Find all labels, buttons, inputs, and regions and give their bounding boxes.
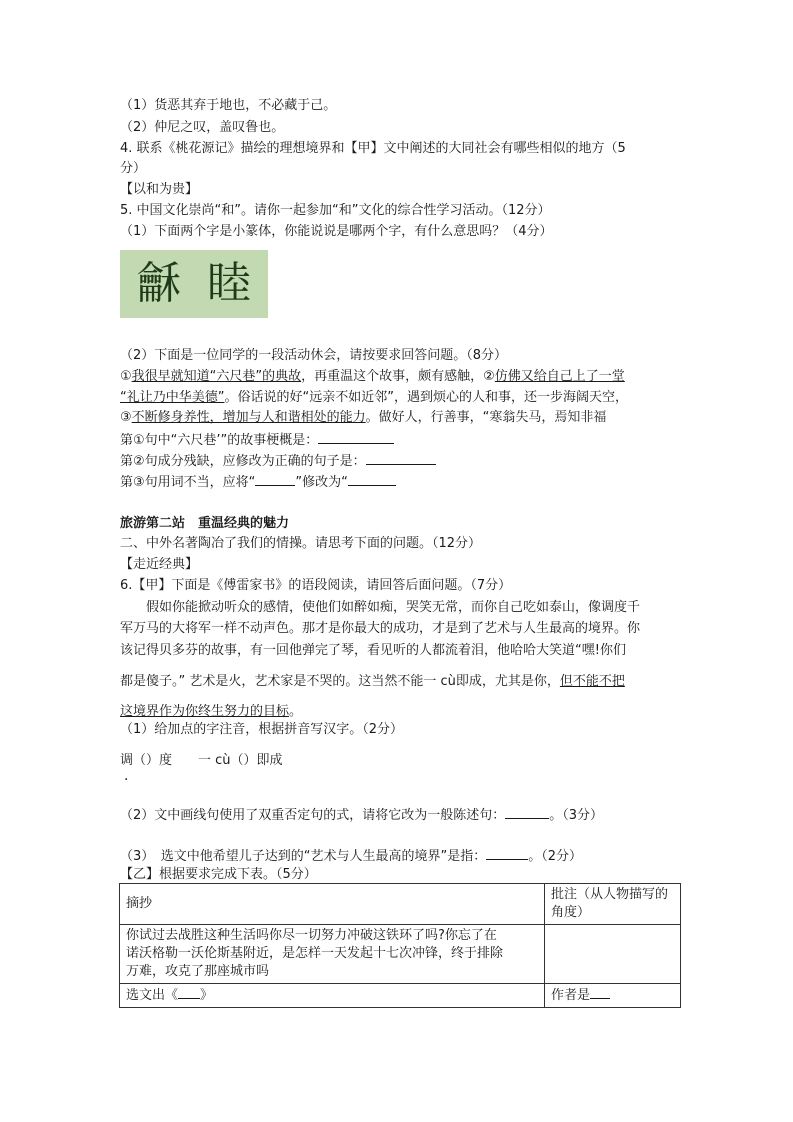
author-cell	[545, 984, 681, 1008]
question-6-2	[120, 806, 603, 825]
passage-text-3: 。做好人，行善事，“寒翁失马，焉知非福	[365, 410, 607, 425]
question-6-3-score: 。（2分）	[528, 849, 583, 864]
author-blank[interactable]	[590, 986, 610, 999]
answer-blank-2[interactable]	[366, 452, 436, 465]
answer-line-2	[120, 452, 436, 471]
section-heading-he: 【以和为贵】	[120, 182, 199, 197]
answer-blank-6-3[interactable]	[486, 847, 528, 860]
note-cell[interactable]	[545, 925, 681, 984]
pinyin-item-2: 一 cù（）即成	[198, 753, 283, 768]
excerpt-underline-4: 但不能不把	[559, 674, 625, 689]
source-blank[interactable]	[178, 986, 200, 999]
excerpt-cell-line-1: 你试过去战胜这种生活吗你尽一切努力冲破这铁环了吗?你忘了在	[126, 928, 497, 943]
answer-prompt-1: 第①句中“六尺巷’”的故事梗概是：	[120, 433, 319, 448]
excerpt-cell-line-3: 万难，攻克了那座城市吗	[126, 964, 270, 979]
answer-blank-1[interactable]	[318, 431, 394, 444]
answer-line-1	[120, 431, 394, 450]
answer-prompt-3a: 第③句用词不当，应将“	[120, 475, 256, 490]
question-yi: 【乙】根据要求完成下表。（5分）	[120, 867, 317, 882]
answer-line-3	[120, 473, 396, 492]
passage-underline-4: 不断修身养性，增加与人和谐相处的能力	[131, 410, 366, 425]
table-row	[120, 925, 681, 984]
question-5: 5. 中国文化崇尚“和”。请你一起参加“和”文化的综合性学习活动。（12分）	[120, 203, 551, 218]
excerpt-line-4	[120, 673, 625, 691]
excerpt-line-3: 该记得贝多芬的故事，有一回他弹完了琴，看见听的人都流着泪，他哈哈大笑道“嘿!你们	[120, 643, 626, 658]
passage-line-3	[120, 409, 606, 427]
answer-blank-3b[interactable]	[348, 473, 396, 486]
answer-prompt-3b: ”修改为“	[295, 475, 348, 490]
source-label: 选文出《	[126, 988, 179, 1003]
excerpt-text-4: 都是傻子。” 艺术是火，艺术家是不哭的。这当然不能一 cù即成，尤其是你，	[120, 674, 560, 689]
author-label: 作者是	[551, 988, 591, 1003]
excerpt-end: 。	[289, 704, 303, 719]
excerpt-underline-5: 这境界作为你终生努力的目标	[120, 704, 290, 719]
source-label-end: 》	[200, 988, 214, 1003]
passage-line-1	[120, 368, 625, 386]
question-6: 6.【甲】下面是《傅雷家书》的语段阅读，请回答后面问题。（7分）	[120, 578, 512, 593]
station-heading: 旅游第二站 重温经典的魅力	[120, 516, 290, 531]
answer-prompt-2: 第②句成分残缺，应修改为正确的句子是：	[120, 454, 366, 469]
section-2: 二、中外名著陶冶了我们的情操。请思考下面的问题。（12分）	[120, 536, 482, 551]
passage-mark-3: ③	[120, 410, 132, 425]
question-5-1: （1）下面两个字是小篆体，你能说说是哪两个字，有什么意思吗？（4分）	[120, 224, 553, 239]
table-header-row	[120, 884, 681, 925]
excerpt-line-5	[120, 703, 302, 721]
question-4-line-2: 分）	[120, 161, 147, 176]
pinyin-line	[120, 752, 283, 770]
question-6-3-text: （3） 选文中他希望儿子达到的“艺术与人生最高的境界”是指：	[120, 849, 487, 864]
passage-text-1: ，再重温这个故事，颇有感触，②	[301, 369, 495, 384]
pinyin-item-1: 调（）度 .	[120, 753, 172, 768]
question-4-line-1: 4. 联系《桃花源记》描绘的理想境界和【甲】文中阐述的大同社会有哪些相似的地方（5	[120, 141, 626, 156]
header-note-line-1: 批注（从人物描写的	[551, 887, 669, 902]
passage-text-2: 。俗话说的好“远亲不如近邻”，遇到烦心的人和事，还一步海阔天空，	[224, 390, 628, 405]
passage-underline-2: 仿佛又给自己上了一堂	[494, 369, 625, 384]
question-5-2: （2）下面是一位同学的一段活动休会，请按要求回答问题。（8分）	[120, 348, 508, 363]
excerpt-table	[119, 883, 681, 1008]
answer-blank-3a[interactable]	[255, 473, 295, 486]
question-6-1: （1）给加点的字注音，根据拼音写汉字。（2分）	[120, 722, 404, 737]
header-note-line-2: 角度）	[551, 905, 591, 920]
seal-char-2: 睦	[207, 258, 251, 309]
header-note	[545, 884, 681, 925]
seal-char-1: 龢	[137, 258, 181, 309]
seal-script-image	[120, 250, 268, 318]
passage-line-2	[120, 389, 628, 407]
excerpt-line-1: 假如你能掀动听众的感情，使他们如醉如痴，哭笑无常，而你自己吃如泰山，像调度千	[146, 600, 641, 615]
table-row	[120, 984, 681, 1008]
question-6-3	[120, 847, 582, 866]
question-6-2-score: 。（3分）	[549, 808, 604, 823]
source-cell	[120, 984, 545, 1008]
excerpt-cell	[120, 925, 545, 984]
passage-underline-1: 我很早就知道“六尺巷”的典故	[131, 369, 302, 384]
header-excerpt: 摘抄	[120, 884, 545, 925]
excerpt-line-2: 军万马的大将军一样不动声色。那才是你最大的成功，才是到了艺术与人生最高的境界。你	[120, 621, 641, 636]
excerpt-cell-line-2: 诺沃格勒一沃伦斯基附近，是怎样一天发起十七次冲锋，终于排除	[126, 946, 504, 961]
line-2: （2）仲尼之叹，盖叹鲁也。	[120, 120, 285, 135]
answer-blank-6-2[interactable]	[505, 806, 549, 819]
question-6-2-text: （2）文中画线句使用了双重否定句的式，请将它改为一般陈述句：	[120, 808, 506, 823]
section-heading-classic: 【走近经典】	[120, 557, 199, 572]
passage-mark-1: ①	[120, 369, 132, 384]
passage-underline-3: “礼让乃中华美德”	[120, 390, 225, 405]
line-1: （1）货恶其弃于地也，不必藏于己。	[120, 98, 337, 113]
